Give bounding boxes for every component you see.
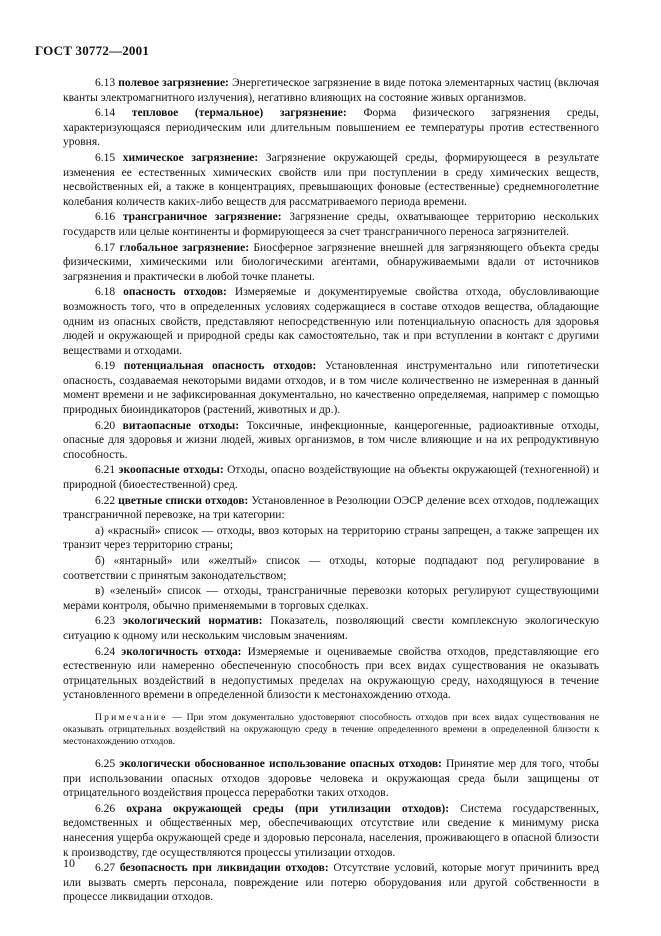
term-entry-6-17 (63, 241, 599, 285)
entries-block-1 (63, 76, 599, 523)
entry-term: полевое загрязнение: (118, 77, 229, 89)
term-entry-6-23 (63, 614, 599, 643)
term-entry-6-13 (63, 76, 599, 105)
list-item: а) «красный» список — отходы, ввоз которых на территорию страны запрещен, а также запрещен их транзит через территорию страны; (63, 524, 599, 552)
entry-definition: Биосферное загрязнение внешней для загрязняющего объекта среды физическими, химическими или биологическими агентами, обнаруживаемыми вдали от источников загрязнения и практически в любой точке планеты. (63, 241, 600, 283)
entry-term: потенциальная опасность отходов: (123, 360, 317, 373)
term-entry-6-16 (63, 210, 599, 239)
entry-term: трансграничное загрязнение: (122, 211, 282, 224)
entry-term: глобальное загрязнение: (119, 241, 250, 254)
entry-definition: Форма физического загрязнения среды, характеризующаяся периодическим или длительным повышением ее температуры против естественного уровня. (63, 107, 600, 149)
entry-number: 6.22 (95, 494, 116, 507)
term-entry-6-24 (63, 645, 599, 703)
term-entry-6-14 (63, 106, 599, 150)
entry-number: 6.15 (95, 151, 116, 164)
entry-number: 6.25 (95, 757, 116, 770)
entry-definition: Измеряемые и оцениваемые свойства отходов, представляющие его естественную или намеренно обеспеченную способность при всех видах существования не оказывать отрицательных воздействий в недопустимых пределах на окружающую среду, находящуюся в течение установленного времени в определенной близости к местонахождению отхода. (63, 645, 600, 702)
entry-number: 6.17 (95, 241, 116, 254)
entry-number: 6.19 (95, 360, 116, 373)
note (63, 712, 599, 748)
entry-term: экологичность отхода: (121, 645, 242, 658)
entry-term: цветные списки отходов: (118, 494, 249, 507)
note-label: Примечание (95, 711, 168, 723)
term-entry-6-25 (63, 757, 599, 801)
entry-number: 6.18 (95, 286, 116, 299)
entry-definition: Токсичные, инфекционные, канцерогенные, радиоактивные отходы, опасные для здоровья и жизни людей, живых организмов, в том числе влияющие и на их репродуктивную способность. (63, 419, 600, 461)
entry-number: 6.27 (95, 862, 116, 875)
entry-number: 6.14 (95, 107, 116, 120)
term-entry-6-19 (63, 359, 599, 417)
term-entry-6-27 (63, 861, 599, 905)
page-number: 10 (63, 856, 75, 870)
entry-definition: Загрязнение окружающей среды, формирующееся в результате изменения ее естественных химических свойств или при поступлении в среду химических веществ, несвойственных ей, а также в концентрациях, превышающих фоновые (естественные) среднемноголетние колебания количеств каких-либо веществ для рассматриваемого периода времени. (63, 151, 600, 208)
entry-term: экологический норматив: (122, 615, 263, 628)
entry-term: химическое загрязнение: (122, 151, 259, 164)
term-entry-6-21 (63, 463, 599, 492)
entry-number: 6.24 (95, 645, 116, 658)
entry-definition: Показатель, позволяющий свести комплексную экологическую ситуацию к одному или нескольким числовым значениям. (63, 615, 600, 642)
term-entry-6-20 (63, 419, 599, 463)
entry-number: 6.26 (95, 802, 116, 815)
entry-definition: Измеряемые и документируемые свойства отхода, обусловливающие возможность того, что в определенных условиях содержащиеся в составе отходов вещества, обладающие одним из опасных свойств, представляют непосредственную или потенциальную опасность для здоровья людей и окружающей и природной среды как самостоятельно, так и при вступлении в контакт с другими веществами и отходами. (63, 286, 599, 357)
entry-number: 6.20 (95, 419, 116, 432)
entry-definition: Отсутствие условий, которые могут причинить вред или вызвать смерть персонала, повреждение или потерю оборудования или другой собственности в процессе ликвидации отходов. (63, 862, 600, 904)
entry-number: 6.21 (95, 464, 116, 477)
term-entry-6-15 (63, 151, 599, 209)
entry-definition: Загрязнение среды, охватывающее территорию нескольких государств или целые континенты и формирующееся за счет трансграничного переноса загрязнителей. (63, 211, 600, 238)
entry-definition: Система государственных, ведомственных и общественных мер, обеспечивающих отсутствие или сведение к минимуму риска нанесения ущерба окружающей среде и здоровью персонала, населения, проживающего в опасной близости к производству, где осуществляются процессы утилизации отходов. (63, 802, 599, 859)
entry-definition: Установленное в Резолюции ОЭСР деление всех отходов, подлежащих трансграничной перевозке, на три категории: (63, 494, 599, 522)
entry-term: витаопасные отходы: (122, 419, 240, 432)
entry-term: опасность отходов: (123, 286, 227, 299)
list-item: б) «янтарный» или «желтый» список — отходы, которые подпадают под регулирование в соответствии с принятым законодательством; (63, 555, 599, 582)
entry-term: экоопасные отходы: (118, 464, 224, 477)
entry-number: 6.16 (95, 211, 116, 224)
category-list (63, 524, 599, 614)
entry-term: охрана окружающей среды (при утилизации отходов): (126, 802, 450, 815)
entry-definition: Установленная инструментально или гипотетически опасность, создаваемая некоторыми видами отходов, и в том числе количественно не измеренная в данный момент времени и не зафиксированная документально, но качественно определяемая, например с помощью природных биоиндикаторов (растений, животных и др.). (63, 360, 600, 417)
entry-number: 6.13 (95, 77, 116, 89)
entry-definition: Отходы, опасно воздействующие на объекты окружающей (техногенной) и природной (биоестественной) сред. (63, 464, 599, 492)
standard-header: ГОСТ 30772—2001 (35, 43, 150, 58)
entry-term: тепловое (термальное) загрязнение: (131, 107, 347, 120)
document-body (63, 76, 599, 906)
term-entry-6-26 (63, 802, 599, 860)
list-item: в) «зеленый» список — отходы, трансграничные перевозки которых регулируют существующими мерами контроля, обычно применяемыми в торговых сделках. (63, 585, 599, 612)
note-text: — При этом документально удостоверяют способность отходов при всех видах существования не оказывать отрицательных воздействий на окружающую среду в течение определенного времени в определенной близости к местонахождению отходов. (63, 711, 599, 747)
entry-definition: Энергетическое загрязнение в виде потока элементарных частиц (включая кванты электромагнитного излучения), негативно влияющих на состояние живых организмов. (63, 77, 600, 104)
entry-number: 6.23 (95, 615, 116, 628)
term-entry-6-22 (63, 494, 599, 523)
entry-definition: Принятие мер для того, чтобы при использовании опасных отходов здоровье человека и окружающая среда были защищены от отрицательного воздействия процесса переработки таких отходов. (63, 757, 600, 800)
entry-term: экологически обоснованное использование опасных отходов: (119, 757, 442, 770)
entry-term: безопасность при ликвидации отходов: (119, 862, 329, 875)
entries-block-2 (63, 614, 599, 703)
entries-block-3 (63, 757, 599, 905)
term-entry-6-18 (63, 285, 599, 358)
